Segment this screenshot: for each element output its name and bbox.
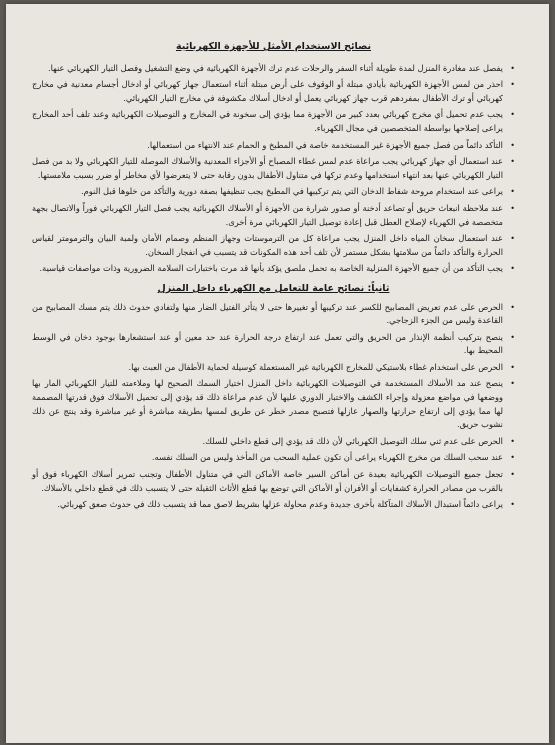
document-title: نصائح الاستخدام الأمثل للأجهزة الكهربائية	[175, 41, 372, 52]
section2-title: ثانياً: نصائح عامة للتعامل مع الكهرباء داخل المنزل	[157, 282, 390, 294]
list-item-text: يراعى دائماً استبدال الأسلاك المتآكلة بأخرى جديدة وعدم محاولة عزلها بشريط لاصق مما قد يتسبب ذلك في حدوث صعق كهربائي.	[57, 499, 503, 510]
list-item-text: يفصل عند مغادرة المنزل لمدة طويلة أثناء السفر والرحلات عدم ترك الأجهزة الكهربائية في وضع التشغيل وفصل التيار الكهربائي عنها.	[48, 62, 503, 73]
list-item-text: احذر من لمس الأجهزة الكهربائية بأيادي مبتلة أو الوقوف على أرض مبتلة أثناء استعمال جهاز كهربائي أو ادخال أجسام معدنية في مخارج كهربائي أو ترك الأطفال بمفردهم قرب جهاز كهربائي يعمل أو ادخال أسلاك مكشوفة في مخارج التيار الكهربائي.	[32, 79, 503, 103]
bullet-icon: •	[510, 436, 515, 446]
list-item	[32, 108, 515, 135]
list-item	[32, 262, 515, 276]
bullet-icon: •	[510, 157, 515, 167]
document-page	[6, 4, 549, 743]
bullet-icon: •	[510, 80, 515, 90]
list-item	[32, 361, 515, 375]
list-item-text: يراعى عند استخدام مروحة شفاط الدخان التي يتم تركيبها في المطبخ يجب تنظيفها بصفة دورية والتأكد من خلوها قبل النوم.	[81, 186, 503, 197]
bullet-icon: •	[510, 470, 515, 480]
list-item-text: عند استعمال أي جهاز كهربائي يجب مراعاة عدم لمس غطاء المصباح أو الأجزاء المعدنية والأسلاك الموصلة للتيار الكهربائي ولا بد من فصل التيار الكهربائي عنها بعد انتهاء استخدامها وعدم تركها في متناول الأطفال بدون رقابة حتى لا يتعرضوا لأي مخاطر أو ضرر بسبب ملامستها.	[32, 156, 503, 180]
bullet-icon: •	[510, 264, 515, 274]
list-item	[32, 62, 515, 76]
bullet-icon: •	[510, 63, 515, 73]
bullet-icon: •	[510, 187, 515, 197]
bullet-icon: •	[510, 332, 515, 342]
bullet-icon: •	[510, 140, 515, 150]
list-item	[32, 301, 515, 328]
section1-list	[32, 62, 515, 276]
list-item	[32, 451, 515, 465]
bullet-icon: •	[510, 500, 515, 510]
list-item-text: عند ملاحظة انبعاث حريق أو تصاعد أدخنة أو صدور شرارة من الأجهزة أو الأسلاك الكهربائية يجب فصل التيار الكهربائي فوراً والاتصال بجهة متخصصة في الكهرباء لإصلاح العطل قبل إعادة توصيل التيار الكهربائي مرة أخرى.	[32, 202, 503, 227]
list-item-text: ينصح بتركيب أنظمة الإنذار من الحريق والتي تعمل عند ارتفاع درجة الحرارة عند حد معين أو عند استشعارها بوجود دخان في الوسط المحيط بها.	[32, 331, 503, 356]
list-item	[32, 78, 515, 105]
bullet-icon: •	[510, 453, 515, 463]
list-item-text: عند سحب السلك من مخرج الكهرباء يراعى أن تكون عملية السحب من المأخذ وليس من السلك نفسه.	[151, 452, 503, 463]
bullet-icon: •	[510, 234, 515, 244]
list-item-text: الحرص على استخدام غطاء بلاستيكي للمخارج الكهربائية غير المستعملة كوسيلة لحماية الأطفال من العبث بها.	[128, 361, 503, 372]
list-item-text: التأكد دائماً من فصل جميع الأجهزة غير المستخدمة خاصة في المطبخ و الحمام عند الانتهاء من استعمالها.	[147, 139, 503, 150]
bullet-icon: •	[510, 302, 515, 312]
list-item	[32, 232, 515, 259]
section2-heading	[32, 282, 515, 296]
list-item-text: عند استعمال سخان المياه داخل المنزل يجب مراعاة كل من الترموستات وجهاز المنظم وصمام الأمان ولمبة البيان والترمومتر لقياس الحرارة والتأكد دائماً من سلامتها بشكل مستمر لأن تلف أحد هذه المكونات قد يتسبب في انفجار السخان.	[32, 233, 503, 257]
bullet-icon: •	[510, 203, 515, 213]
list-item	[32, 498, 515, 512]
list-item	[32, 155, 515, 182]
bullet-icon: •	[510, 110, 515, 120]
bullet-icon: •	[510, 362, 515, 372]
list-item	[32, 468, 515, 495]
list-item	[32, 185, 515, 199]
list-item-text: تجعل جميع التوصيلات الكهربائية بعيدة عن أماكن السير خاصة الأماكن التي في متناول الأطفال وتجنب تمرير أسلاك الكهرباء فوق أو بالقرب من مصادر الحرارة كشفايات أو الأفران أو الأماكن التي توضع بها قطع الأثاث الثقيلة حتى لا يتسبب ذلك في قطع داخلي بالأسلاك.	[32, 469, 503, 493]
bullet-icon: •	[510, 379, 515, 389]
list-item	[32, 377, 515, 431]
list-item-text: ينصح عند مد الأسلاك المستخدمة في التوصيلات الكهربائية داخل المنزل اختيار السمك الصحيح لها وملاءمته للتيار الكهربائي المار بها ووضعها في مواضع معزولة وإجراء الكشف والاختبار الدوري عليها لأن عدم مراعاة ذلك قد يؤدي إلى تحميل الأسلاك فوق قدرتها المصممة لها مما يؤدي إلى ارتفاع حرارتها والصهار عازلها فتصبح مصدر خطر عن طريق لمسها بطريقة مباشرة أو غير مباشرة وقد ينتج عن ذلك نشوب حريق.	[32, 378, 503, 430]
list-item	[32, 435, 515, 449]
list-item-text: يجب التأكد من أن جميع الأجهزة المنزلية الخاصة به تحمل ملصق يؤكد بأنها قد مرت باختبارات السلامة الضرورية وذات مواصفات قياسية.	[39, 263, 503, 274]
list-item	[32, 331, 515, 358]
list-item	[32, 202, 515, 229]
list-item-text: يجب عدم تحميل أي مخرج كهربائي بعدد كبير من الأجهزة مما يؤدي إلى سخونة في المخارج و التوصيلات الكهربائية وعند تلف أحد المخارج يراعى إصلاحها بواسطة المتخصصين في مجال الكهرباء.	[32, 109, 503, 133]
list-item-text: الحرص على عدم ثني سلك التوصيل الكهربائي لأن ذلك قد يؤدي إلى قطع داخلي للسلك.	[202, 435, 503, 446]
list-item-text: الحرص على عدم تعريض المصابيح للكسر عند تركيبها أو تغييرها حتى لا يتأثر الفتيل الضار منها ولتفادي حدوث ذلك يتم مسك المصابيح من القاعدة وليس من الجزء الزجاجي.	[32, 301, 503, 326]
document-content	[6, 4, 549, 512]
list-item	[32, 139, 515, 153]
section2-list	[32, 301, 515, 512]
